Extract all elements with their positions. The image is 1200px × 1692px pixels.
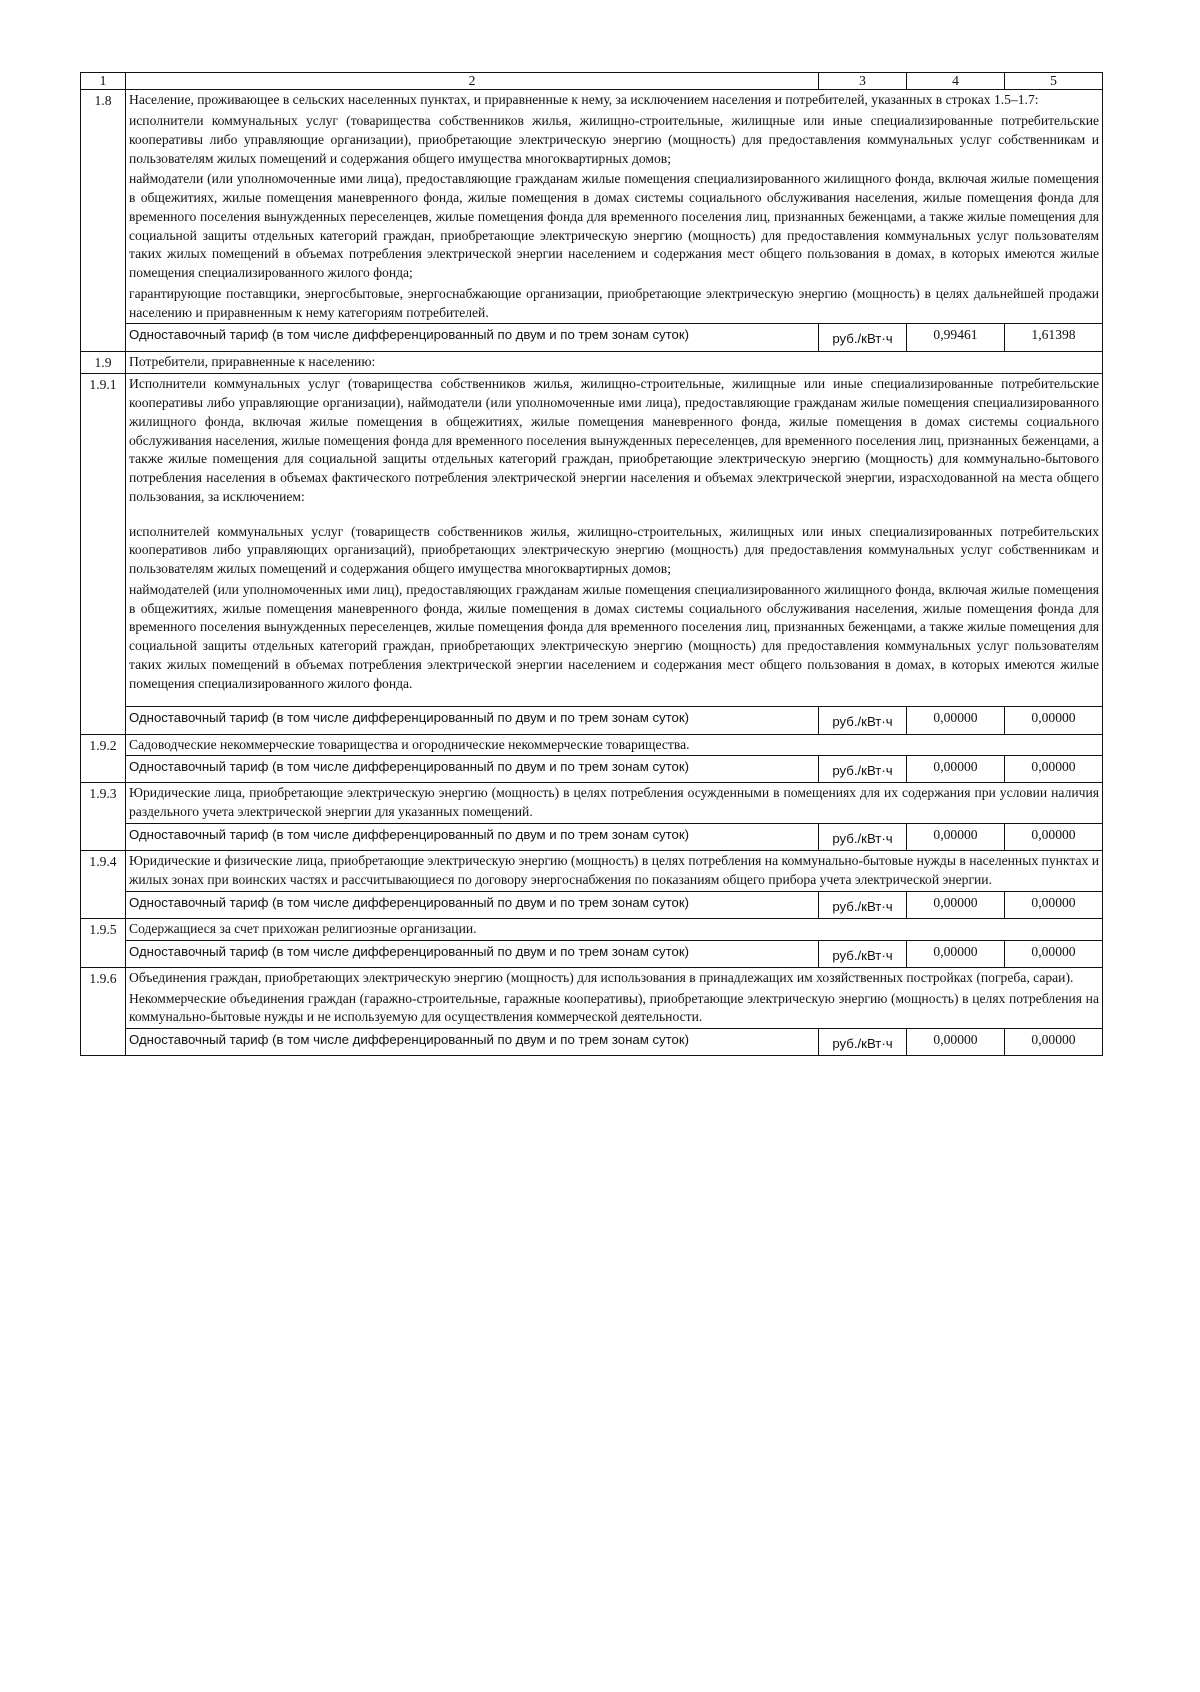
row-1-8-text [81, 90, 1103, 324]
tariff-label: Одноставочный тариф (в том числе дифференцированный по двум и по трем зонам суток) [126, 1029, 819, 1056]
row-1-9-5-text [81, 918, 1103, 940]
tariff-unit: руб./кВт·ч [819, 1029, 907, 1056]
row-1-9-5-tariff [81, 940, 1103, 967]
tariff-unit: руб./кВт·ч [819, 707, 907, 734]
row-description: Содержащиеся за счет прихожан религиозные организации. [126, 918, 1103, 940]
row-description [126, 374, 1103, 707]
row-number: 1.9.6 [81, 967, 126, 1055]
row-1-9-2-text [81, 734, 1103, 756]
row-description [126, 90, 1103, 324]
tariff-value-col-5: 0,00000 [1005, 707, 1103, 734]
row-1-9-3-text [81, 783, 1103, 824]
tariff-value-col-4: 0,00000 [907, 756, 1005, 783]
row-description: Юридические лица, приобретающие электрическую энергию (мощность) в целях потребления осужденными в помещениях для их содержания при условии наличия раздельного учета электрической энергии для указанных помещений. [126, 783, 1103, 824]
header-col-4: 4 [907, 73, 1005, 90]
tariff-unit: руб./кВт·ч [819, 324, 907, 351]
tariff-value-col-4: 0,00000 [907, 1029, 1005, 1056]
tariff-unit: руб./кВт·ч [819, 940, 907, 967]
tariff-value-col-4: 0,00000 [907, 940, 1005, 967]
tariff-table [80, 72, 1103, 1056]
paragraph: Объединения граждан, приобретающих электрическую энергию (мощность) для использования в принадлежащих им хозяйственных постройках (погреба, сараи). [129, 969, 1074, 985]
paragraph: Исполнители коммунальных услуг (товарищества собственников жилья, жилищно-строительные, жилищные или иные специализированные потребительские кооперативы либо управляющие организации), наймодатели (или уполномоченные ими лица), предоставляющие гражданам жилые помещения специализированного жилищного фонда, включая жилые помещения в общежитиях, жилые помещения маневренного фонда, жилые помещения в домах системы социального обслуживания населения, жилые помещения фонда для временного поселения вынужденных переселенцев, для временного поселения лиц, признанных беженцами, а также жилые помещения для социальной защиты отдельных категорий граждан, приобретающие электрическую энергию (мощность) для коммунально-бытового потребления населения в объемах фактического потребления электрической энергии населения и объемах электрической энергии, израсходованной на места общего пользования, за исключением: [129, 376, 1099, 504]
tariff-unit: руб./кВт·ч [819, 823, 907, 850]
tariff-label: Одноставочный тариф (в том числе дифференцированный по двум и по трем зонам суток) [126, 891, 819, 918]
paragraph: гарантирующие поставщики, энергосбытовые, энергоснабжающие организации, приобретающие электрическую энергию (мощность) в целях дальнейшей продажи населению и приравненным к нему категориям потребителей. [129, 285, 1099, 320]
paragraph: исполнителей коммунальных услуг (товариществ собственников жилья, жилищно-строительных, жилищных или иных специализированных потребительских кооперативов либо управляющих организаций), приобретающих электрическую энергию (мощность) для предоставления коммунальных услуг собственникам и пользователям жилых помещений и содержания общего имущества многоквартирных домов; [129, 523, 1099, 577]
row-1-9-1-text [81, 374, 1103, 707]
header-row [81, 73, 1103, 90]
paragraph: наймодатели (или уполномоченные ими лица), предоставляющие гражданам жилые помещения специализированного жилищного фонда, включая жилые помещения в общежитиях, жилые помещения маневренного фонда, жилые помещения в домах системы социального обслуживания населения, жилые помещения фонда для временного поселения вынужденных переселенцев, жилые помещения фонда для временного поселения лиц, признанных беженцами, а также жилые помещения для социальной защиты отдельных категорий граждан, приобретающие электрическую энергию (мощность) для предоставления коммунальных услуг пользователям таких жилых помещений в объемах потребления электрической энергии населением и содержания мест общего пользования в домах, в которых имеются жилые помещения специализированного жилого фонда; [129, 171, 1099, 281]
header-col-5: 5 [1005, 73, 1103, 90]
tariff-value-col-5: 0,00000 [1005, 891, 1103, 918]
tariff-label: Одноставочный тариф (в том числе дифференцированный по двум и по трем зонам суток) [126, 823, 819, 850]
row-description [126, 967, 1103, 1028]
row-number: 1.9.1 [81, 374, 126, 734]
tariff-value-col-5: 0,00000 [1005, 756, 1103, 783]
header-col-2: 2 [126, 73, 819, 90]
row-description: Потребители, приравненные к населению: [126, 351, 1103, 374]
tariff-value-col-4: 0,00000 [907, 707, 1005, 734]
tariff-value-col-4: 0,00000 [907, 823, 1005, 850]
row-1-9-6-text [81, 967, 1103, 1028]
tariff-unit: руб./кВт·ч [819, 756, 907, 783]
tariff-value-col-5: 1,61398 [1005, 324, 1103, 351]
row-1-9-4-tariff [81, 891, 1103, 918]
row-1-8-tariff [81, 324, 1103, 351]
tariff-label: Одноставочный тариф (в том числе дифференцированный по двум и по трем зонам суток) [126, 707, 819, 734]
row-1-9-1-tariff [81, 707, 1103, 734]
row-number: 1.9 [81, 351, 126, 374]
paragraph: исполнители коммунальных услуг (товарищества собственников жилья, жилищно-строительные, жилищные или иные специализированные потребительские кооперативы либо управляющие организации), приобретающие электрическую энергию (мощность) для предоставления коммунальных услуг собственникам и пользователям жилых помещений и содержания общего имущества многоквартирных домов; [129, 113, 1099, 166]
tariff-label: Одноставочный тариф (в том числе дифференцированный по двум и по трем зонам суток) [126, 756, 819, 783]
paragraph: Население, проживающее в сельских населенных пунктах, и приравненные к нему, за исключением населения и потребителей, указанных в строках 1.5–1.7: [129, 92, 1039, 108]
row-description: Садоводческие некоммерческие товарищества и огороднические некоммерческие товарищества. [126, 734, 1103, 756]
tariff-label: Одноставочный тариф (в том числе дифференцированный по двум и по трем зонам суток) [126, 324, 819, 351]
paragraph: Некоммерческие объединения граждан (гаражно-строительные, гаражные кооперативы), приобретающие электрическую энергию (мощность) в целях потребления на коммунально-бытовые нужды и не используемую для осуществления коммерческой деятельности. [129, 990, 1099, 1025]
row-number: 1.9.2 [81, 734, 126, 783]
header-col-1: 1 [81, 73, 126, 90]
tariff-value-col-4: 0,00000 [907, 891, 1005, 918]
row-number: 1.9.5 [81, 918, 126, 967]
row-1-9-6-tariff [81, 1029, 1103, 1056]
tariff-value-col-4: 0,99461 [907, 324, 1005, 351]
row-1-9 [81, 351, 1103, 374]
row-1-9-2-tariff [81, 756, 1103, 783]
tariff-unit: руб./кВт·ч [819, 891, 907, 918]
tariff-label: Одноставочный тариф (в том числе дифференцированный по двум и по трем зонам суток) [126, 940, 819, 967]
paragraph: наймодателей (или уполномоченных ими лиц), предоставляющих гражданам жилые помещения специализированного жилищного фонда, включая жилые помещения в общежитиях, жилые помещения маневренного фонда, жилые помещения в домах системы социального обслуживания населения, жилые помещения фонда для временного поселения вынужденных переселенцев, жилые помещения фонда для временного поселения лиц, признанных беженцами, а также жилые помещения для социальной защиты отдельных категорий граждан, приобретающих электрическую энергию (мощность) для предоставления коммунальных услуг пользователям таких жилых помещений в объемах потребления электрической энергии населением и содержания мест общего пользования в домах, в которых имеются жилые помещения специализированного жилого фонда. [129, 581, 1099, 691]
tariff-value-col-5: 0,00000 [1005, 1029, 1103, 1056]
row-1-9-4-text [81, 851, 1103, 892]
tariff-table-page [80, 72, 1102, 1056]
row-number: 1.9.3 [81, 783, 126, 851]
row-description: Юридические и физические лица, приобретающие электрическую энергию (мощность) в целях потребления на коммунально-бытовые нужды в населенных пунктах и жилых зонах при воинских частях и рассчитывающиеся по договору энергоснабжения по показаниям общего прибора учета электрической энергии. [126, 851, 1103, 892]
tariff-value-col-5: 0,00000 [1005, 823, 1103, 850]
row-1-9-3-tariff [81, 823, 1103, 850]
header-col-3: 3 [819, 73, 907, 90]
row-number: 1.9.4 [81, 851, 126, 919]
tariff-value-col-5: 0,00000 [1005, 940, 1103, 967]
row-number: 1.8 [81, 90, 126, 351]
